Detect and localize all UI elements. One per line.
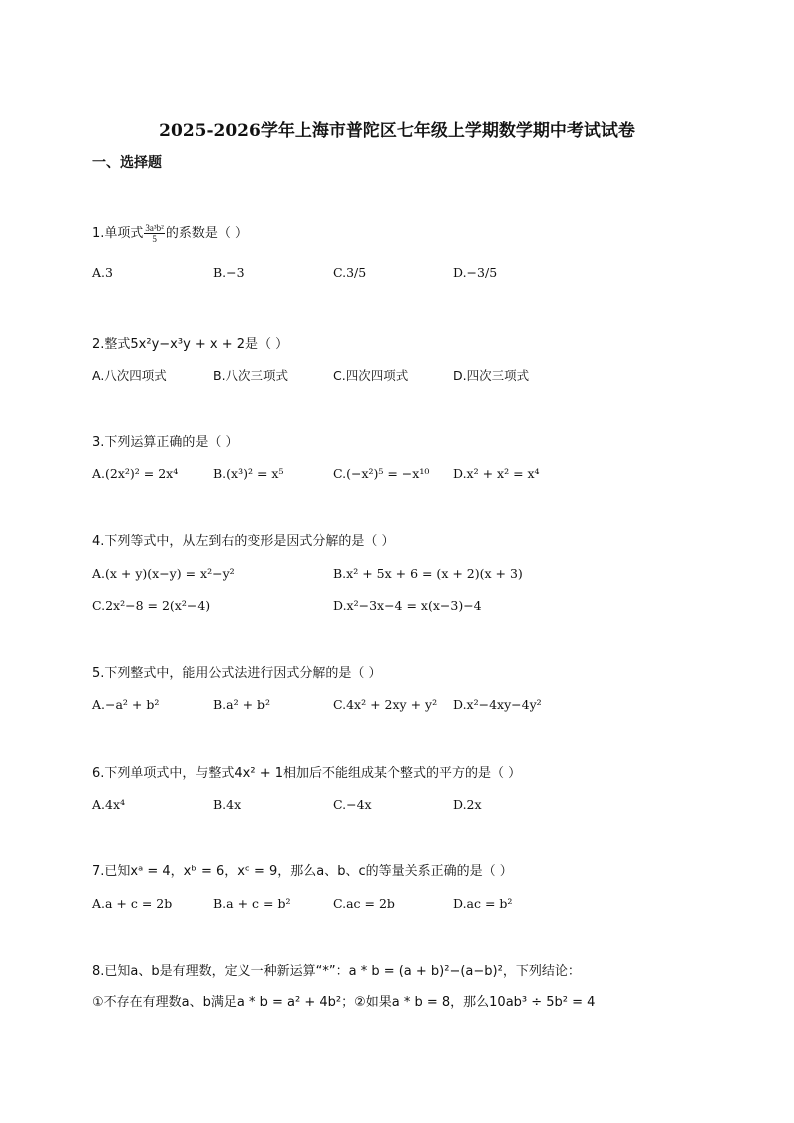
question-2-option-b[interactable]: B.八次三项式 (213, 368, 289, 383)
question-2-option-a[interactable]: A.八次四项式 (92, 368, 167, 383)
question-1-suffix: 的系数是（ ） (165, 226, 248, 241)
fraction-numerator: 3a³b² (145, 223, 164, 233)
question-4-option-a[interactable]: A.(x + y)(x−y) = x²−y² (92, 566, 235, 581)
question-7-stem: 7.已知xᵃ = 4，xᵇ = 6，xᶜ = 9，那么a、b、c的等量关系正确的是（ ） (92, 864, 513, 879)
question-1-fraction (144, 223, 164, 244)
question-5-option-d[interactable]: D.x²−4xy−4y² (453, 697, 542, 712)
question-5-option-b[interactable]: B.a² + b² (213, 697, 271, 712)
question-7-option-b[interactable]: B.a + c = b² (213, 896, 291, 911)
question-3-option-d[interactable]: D.x² + x² = x⁴ (453, 466, 540, 481)
question-4-option-d[interactable]: D.x²−3x−4 = x(x−3)−4 (333, 598, 482, 613)
question-6-stem: 6.下列单项式中，与整式4x² + 1相加后不能组成某个整式的平方的是（ ） (92, 766, 522, 781)
question-6-option-b[interactable]: B.4x (213, 797, 242, 812)
question-3-option-b[interactable]: B.(x³)² = x⁵ (213, 466, 284, 481)
question-7-option-d[interactable]: D.ac = b² (453, 896, 513, 911)
question-7-option-a[interactable]: A.a + c = 2b (92, 896, 173, 911)
question-6-option-c[interactable]: C.−4x (333, 797, 372, 812)
question-1-option-d[interactable]: D.−3/5 (453, 265, 498, 280)
question-3-option-a[interactable]: A.(2x²)² = 2x⁴ (92, 466, 179, 481)
question-4-option-b[interactable]: B.x² + 5x + 6 = (x + 2)(x + 3) (333, 566, 523, 581)
question-1-option-a[interactable]: A.3 (92, 265, 113, 280)
page-title: 2025-2026学年上海市普陀区七年级上学期数学期中考试试卷 (159, 121, 635, 141)
question-1-option-c[interactable]: C.3/5 (333, 265, 367, 280)
question-6-option-a[interactable]: A.4x⁴ (92, 797, 126, 812)
question-4-option-c[interactable]: C.2x²−8 = 2(x²−4) (92, 598, 211, 613)
question-5-stem: 5.下列整式中，能用公式法进行因式分解的是（ ） (92, 666, 382, 681)
question-2-stem: 2.整式5x²y−x³y + x + 2是（ ） (92, 337, 289, 352)
question-3-stem: 3.下列运算正确的是（ ） (92, 435, 239, 450)
question-7-option-c[interactable]: C.ac = 2b (333, 896, 395, 911)
question-1-stem (92, 222, 248, 244)
question-1-prefix: 1.单项式 (92, 226, 144, 241)
question-5-option-c[interactable]: C.4x² + 2xy + y² (333, 697, 438, 712)
question-4-stem: 4.下列等式中，从左到右的变形是因式分解的是（ ） (92, 534, 395, 549)
question-2-option-d[interactable]: D.四次三项式 (453, 368, 530, 383)
question-2-option-c[interactable]: C.四次四项式 (333, 368, 409, 383)
fraction-denominator: 5 (152, 234, 157, 244)
question-8-stem: 8.已知a、b是有理数，定义一种新运算“*”：a * b = (a + b)²−(a−b)²，下列结论： (92, 964, 581, 979)
question-8-statements: ①不存在有理数a、b满足a * b = a² + 4b²；②如果a * b = 8，那么10ab³ ÷ 5b² = 4 (92, 995, 596, 1010)
question-6-option-d[interactable]: D.2x (453, 797, 482, 812)
question-3-option-c[interactable]: C.(−x²)⁵ = −x¹⁰ (333, 466, 430, 481)
question-1-option-b[interactable]: B.−3 (213, 265, 245, 280)
question-5-option-a[interactable]: A.−a² + b² (92, 697, 160, 712)
section-heading: 一、选择题 (92, 155, 162, 171)
